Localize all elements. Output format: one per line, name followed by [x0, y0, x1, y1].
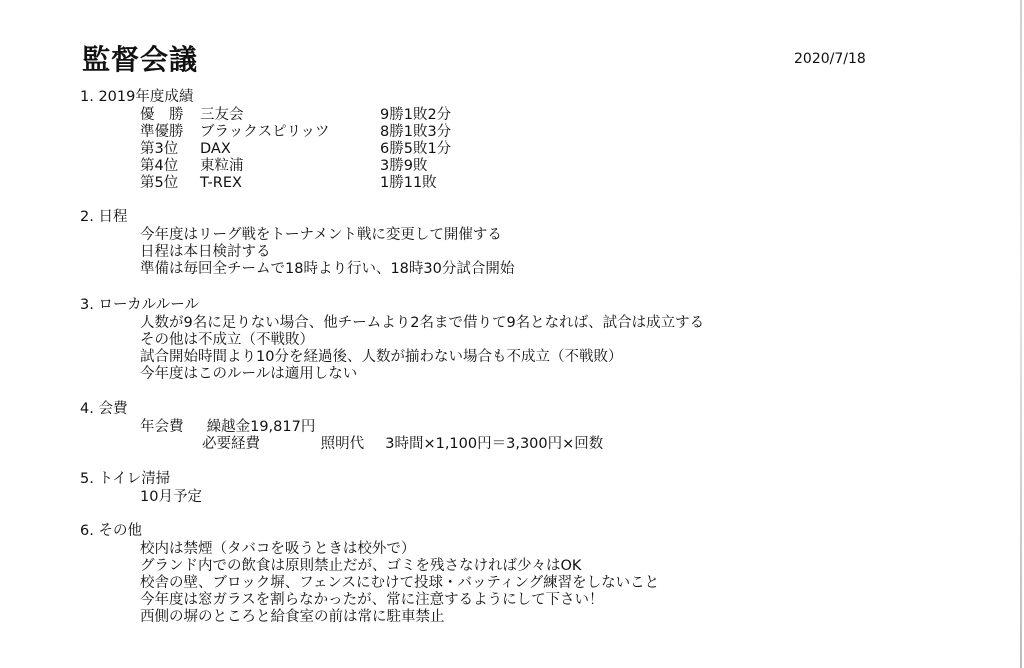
lighting-calculation: 3時間×1,100円＝3,300円×回数	[385, 436, 604, 452]
ranking-rank: 第5位	[140, 175, 179, 191]
other-lines	[140, 541, 659, 626]
text-line: 人数が9名に足りない場合、他チームより2名まで借りて9名となれば、試合は成立する	[140, 315, 705, 331]
local-rules-lines	[140, 315, 704, 383]
text-line: グランド内での飲食は原則禁止だが、ゴミを残さなければ少々はOK	[140, 558, 582, 574]
ranking-rank: 第3位	[140, 141, 179, 157]
expense-row	[140, 436, 603, 453]
text-line: 今年度は窓ガラスを割らなかったが、常に注意するようにして下さい！	[140, 592, 604, 608]
schedule-lines	[140, 227, 514, 278]
document-date: 2020/7/18	[794, 51, 866, 67]
annual-fee-label: 年会費	[140, 419, 184, 435]
ranking-team: 三友会	[200, 107, 244, 123]
ranking-record: 1勝11敗	[380, 175, 437, 191]
section-results	[80, 88, 451, 192]
ranking-row	[140, 107, 451, 124]
annual-fee-row	[140, 419, 603, 436]
section-toilet-cleaning	[80, 470, 202, 506]
section-heading: 5. トイレ清掃	[80, 471, 171, 487]
ranking-record: 3勝9敗	[380, 158, 428, 174]
ranking-row	[140, 141, 451, 158]
ranking-team: T-REX	[200, 175, 242, 191]
text-line: 日程は本日検討する	[140, 244, 271, 260]
text-line: その他は不成立（不戦敗）	[140, 332, 314, 348]
text-line: 今年度はこのルールは適用しない	[140, 366, 358, 382]
ranking-team: 東粒浦	[200, 158, 244, 174]
ranking-rank: 優 勝	[140, 107, 184, 123]
lighting-label: 照明代	[320, 436, 365, 452]
text-line: 10月予定	[140, 489, 202, 505]
text-line: 校内は禁煙（タバコを吸うときは校外で）	[140, 541, 416, 557]
ranking-record: 8勝1敗3分	[380, 124, 452, 140]
section-other	[80, 522, 659, 626]
ranking-record: 9勝1敗2分	[380, 107, 452, 123]
ranking-rank: 準優勝	[140, 124, 184, 140]
section-local-rules	[80, 296, 704, 383]
document-title: 監督会議	[82, 43, 199, 76]
carryover-amount: 繰越金19,817円	[206, 419, 316, 435]
text-line: 準備は毎回全チームで18時より行い、18時30分試合開始	[140, 261, 515, 277]
ranking-record: 6勝5敗1分	[380, 141, 452, 157]
section-heading: 4. 会費	[80, 401, 128, 417]
text-line: 西側の塀のところと給食室の前は常に駐車禁止	[140, 609, 445, 625]
ranking-team: ブラックスピリッツ	[200, 124, 330, 140]
toilet-cleaning-lines	[140, 489, 202, 506]
ranking-team: DAX	[200, 141, 231, 157]
text-line: 試合開始時間より10分を経過後、人数が揃わない場合も不成立（不戦敗）	[140, 349, 623, 365]
section-fees	[80, 400, 603, 453]
ranking-row	[140, 124, 451, 141]
scan-edge-shadow	[1020, 0, 1022, 668]
section-heading: 6. その他	[80, 523, 142, 539]
fees-lines	[140, 419, 603, 453]
section-heading: 1. 2019年度成績	[80, 89, 194, 105]
rankings-list	[140, 107, 451, 192]
text-line: 今年度はリーグ戦をトーナメント戦に変更して開催する	[140, 227, 502, 243]
text-line: 校舎の壁、ブロック塀、フェンスにむけて投球・バッティング練習をしないこと	[140, 575, 660, 591]
ranking-rank: 第4位	[140, 158, 179, 174]
ranking-row	[140, 175, 451, 192]
section-heading: 3. ローカルルール	[80, 297, 200, 313]
section-heading: 2. 日程	[80, 209, 128, 225]
expense-label: 必要経費	[202, 436, 260, 452]
ranking-row	[140, 158, 451, 175]
section-schedule	[80, 208, 514, 278]
